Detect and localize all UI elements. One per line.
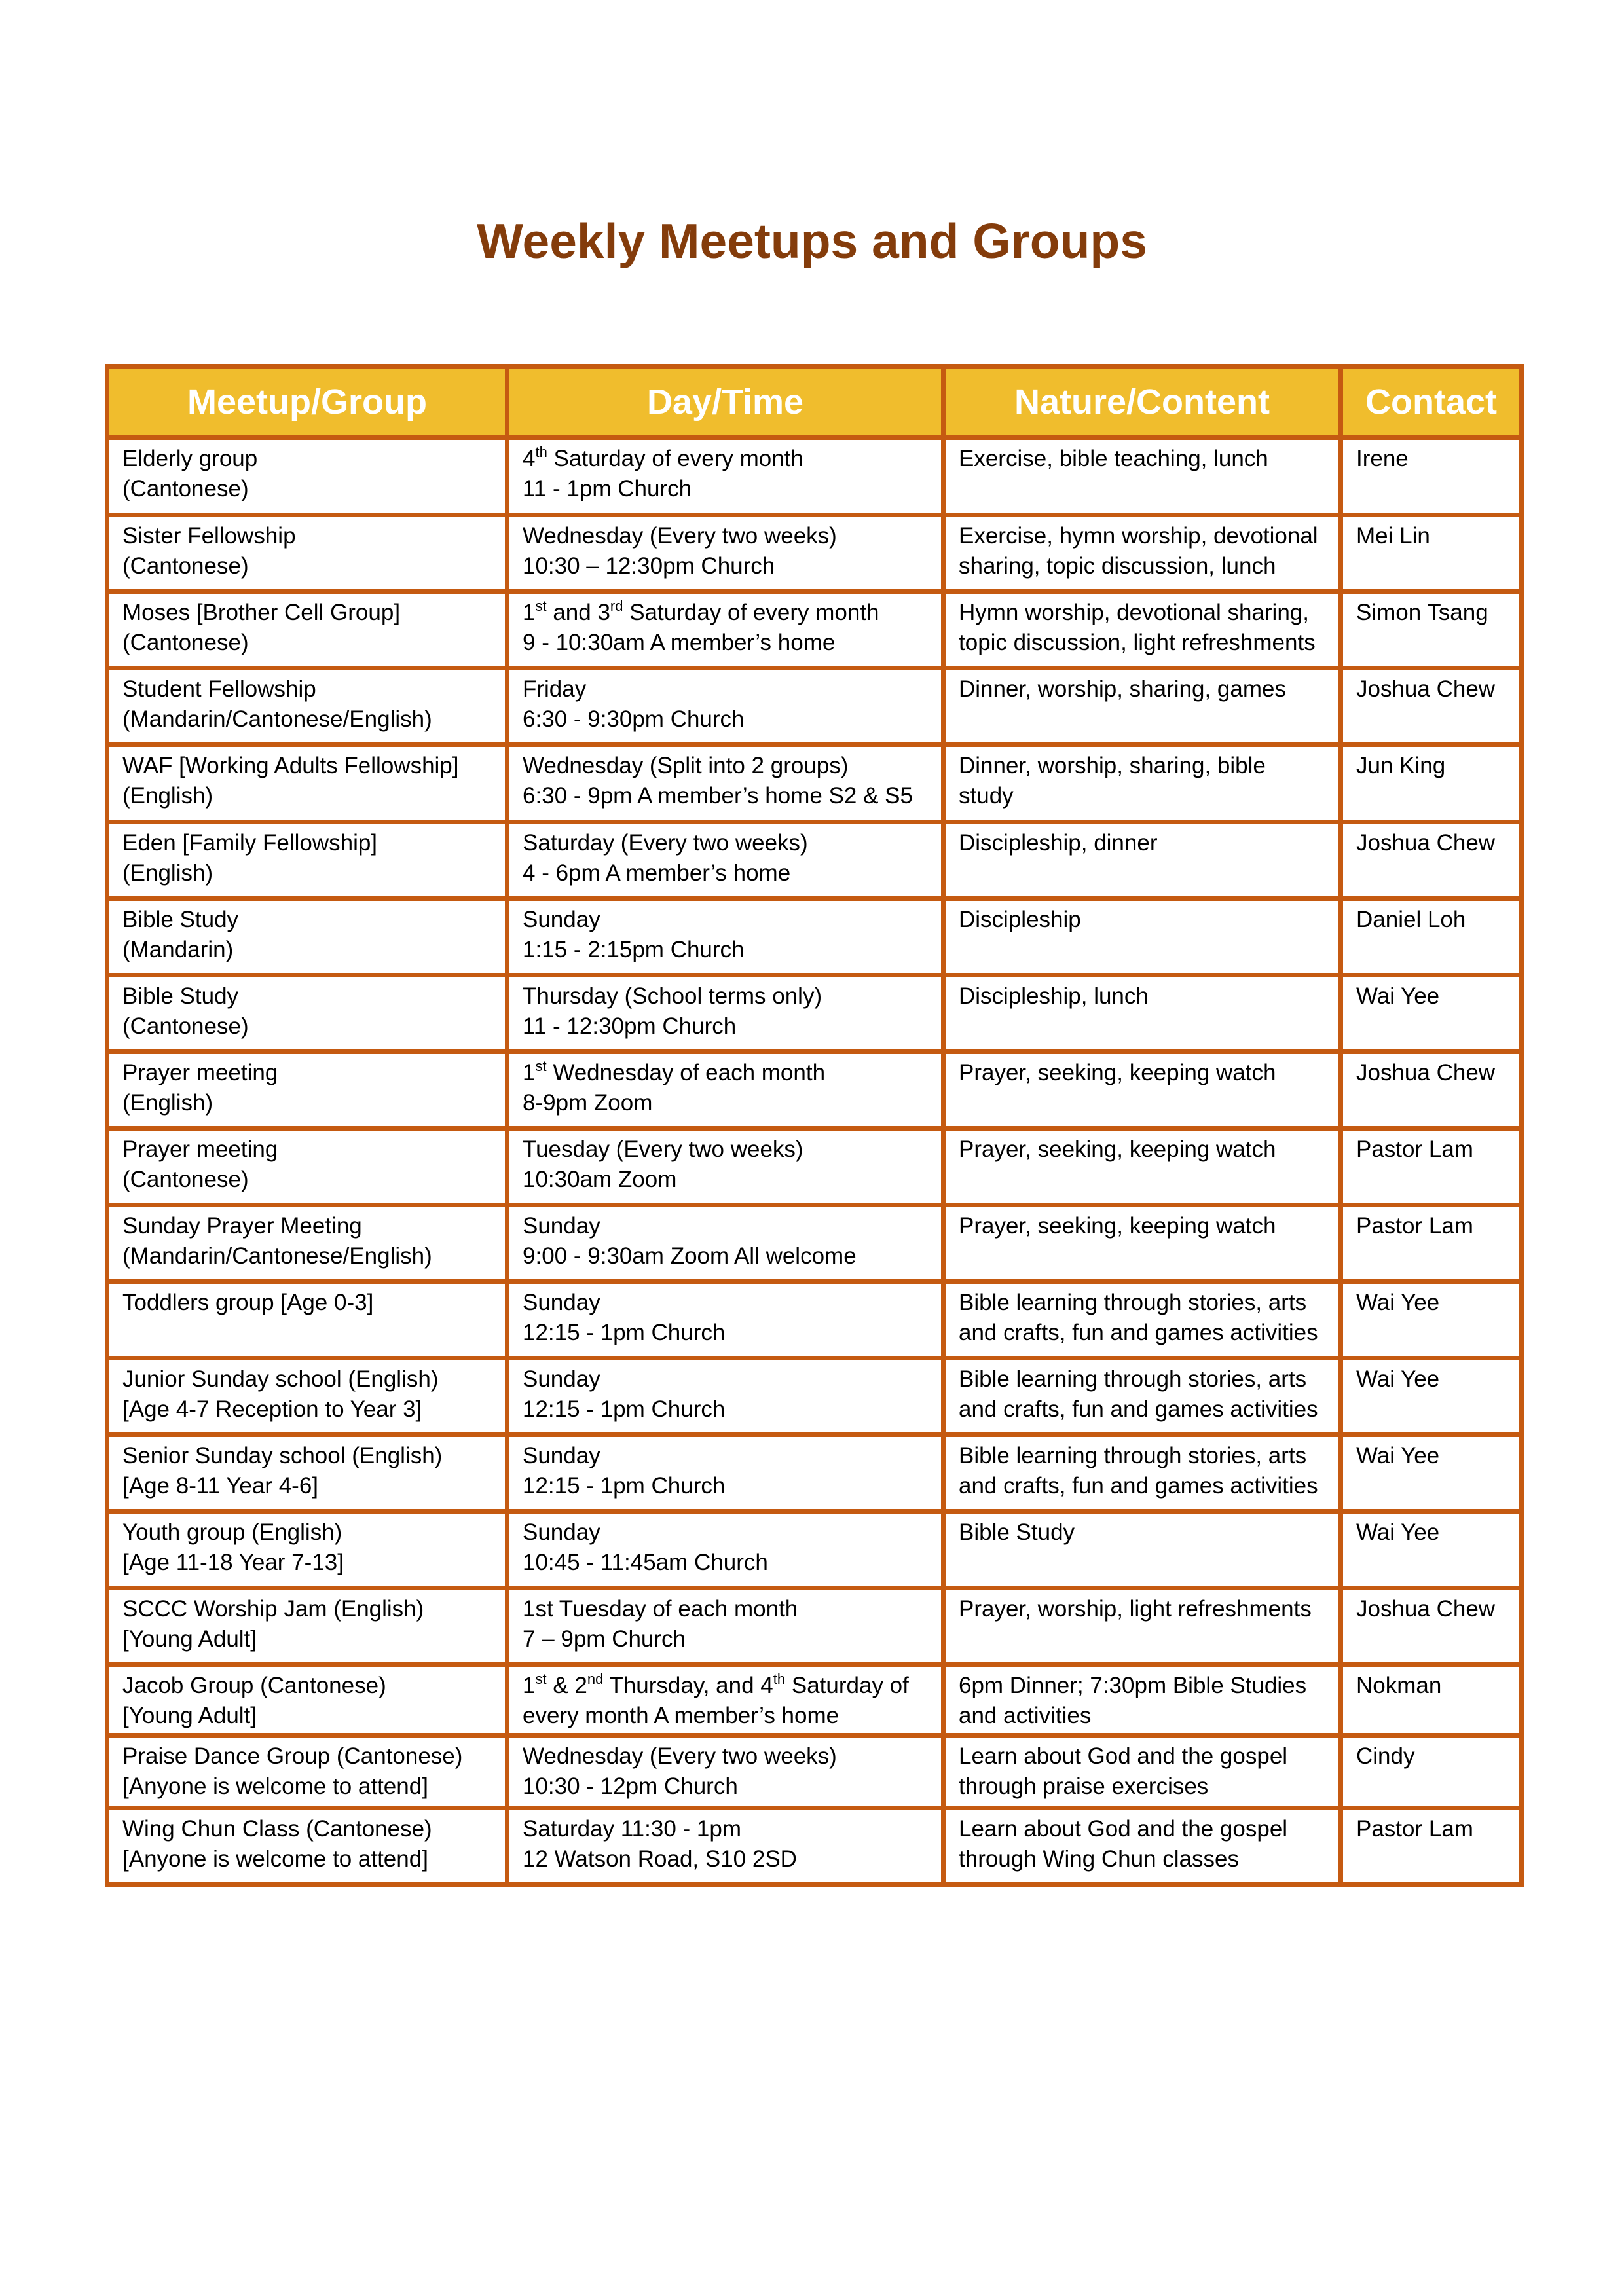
- time-line: [523, 981, 928, 1011]
- time-line: [523, 1548, 928, 1578]
- cell-contact: [1341, 1588, 1522, 1665]
- time-line: [523, 1318, 928, 1348]
- time-text: 12 Watson Road, S10 2SD: [523, 1846, 797, 1872]
- group-line: [Young Adult]: [122, 1703, 257, 1728]
- time-line: [523, 444, 928, 474]
- time-text: Friday: [523, 676, 587, 702]
- schedule-table: [105, 364, 1524, 1887]
- time-text: 10:30am Zoom: [523, 1167, 677, 1192]
- ordinal-suffix: st: [535, 1058, 547, 1074]
- time-line: [523, 521, 928, 551]
- time-text: 9 - 10:30am A member’s home: [523, 630, 836, 655]
- contact-name: Jun King: [1356, 753, 1446, 778]
- cell-contact: [1341, 822, 1522, 899]
- time-line: [523, 598, 928, 628]
- time-line: [523, 704, 928, 735]
- table-row: [107, 1588, 1522, 1665]
- time-text: Sunday: [523, 1213, 600, 1239]
- contact-name: Mei Lin: [1356, 523, 1430, 549]
- cell-contact: [1341, 1435, 1522, 1512]
- nature-line: Discipleship, lunch: [959, 983, 1149, 1009]
- time-line: [523, 628, 928, 658]
- time-line: [523, 1088, 928, 1118]
- cell-contact: [1341, 668, 1522, 745]
- cell-meetup-group: [107, 1808, 507, 1885]
- group-line: [Anyone is welcome to attend]: [122, 1846, 428, 1872]
- cell-contact: [1341, 1736, 1522, 1808]
- ordinal-suffix: th: [535, 444, 547, 460]
- time-line: [523, 1241, 928, 1271]
- group-line: Eden [Family Fellowship]: [122, 830, 378, 856]
- group-line: Youth group (English): [122, 1520, 342, 1545]
- nature-line: Dinner, worship, sharing, games: [959, 676, 1286, 702]
- cell-day-time: [507, 1736, 944, 1808]
- cell-nature-content: [944, 1358, 1341, 1435]
- cell-contact: [1341, 1808, 1522, 1885]
- group-line: (Mandarin/Cantonese/English): [122, 1243, 432, 1269]
- group-line: Toddlers group [Age 0-3]: [122, 1290, 374, 1315]
- time-text: 1: [523, 600, 536, 625]
- time-text: Thursday, and 4: [603, 1673, 773, 1698]
- cell-day-time: [507, 1665, 944, 1736]
- group-line: [Age 11-18 Year 7-13]: [122, 1550, 344, 1575]
- cell-meetup-group: [107, 975, 507, 1052]
- ordinal-suffix: nd: [587, 1671, 604, 1687]
- time-text: Sunday: [523, 1520, 600, 1545]
- table-row: [107, 1129, 1522, 1205]
- cell-day-time: [507, 899, 944, 975]
- nature-line: Prayer, worship, light refreshments: [959, 1596, 1312, 1622]
- cell-contact: [1341, 1512, 1522, 1588]
- time-text: 10:30 – 12:30pm Church: [523, 553, 775, 579]
- time-text: 12:15 - 1pm Church: [523, 1473, 726, 1499]
- contact-name: Wai Yee: [1356, 1366, 1440, 1392]
- time-text: Thursday (School terms only): [523, 983, 822, 1009]
- cell-day-time: [507, 1435, 944, 1512]
- time-line: [523, 551, 928, 581]
- contact-name: Joshua Chew: [1356, 830, 1496, 856]
- cell-day-time: [507, 745, 944, 822]
- cell-nature-content: [944, 899, 1341, 975]
- group-line: (English): [122, 860, 213, 886]
- nature-line: Bible learning through stories, arts: [959, 1366, 1307, 1392]
- time-text: 8-9pm Zoom: [523, 1090, 653, 1116]
- cell-meetup-group: [107, 1588, 507, 1665]
- group-line: [Anyone is welcome to attend]: [122, 1774, 428, 1799]
- time-text: and 3: [546, 600, 610, 625]
- table-row: [107, 1736, 1522, 1808]
- cell-day-time: [507, 515, 944, 592]
- ordinal-suffix: th: [773, 1671, 786, 1687]
- time-text: Sunday: [523, 907, 600, 932]
- cell-day-time: [507, 822, 944, 899]
- nature-line: Exercise, hymn worship, devotional: [959, 523, 1318, 549]
- cell-contact: [1341, 1282, 1522, 1358]
- time-line: [523, 781, 928, 811]
- group-line: Moses [Brother Cell Group]: [122, 600, 401, 625]
- nature-line: Bible learning through stories, arts: [959, 1290, 1307, 1315]
- time-line: [523, 1772, 928, 1802]
- table-row: [107, 899, 1522, 975]
- cell-contact: [1341, 1129, 1522, 1205]
- group-line: Sister Fellowship: [122, 523, 296, 549]
- cell-contact: [1341, 1665, 1522, 1736]
- cell-nature-content: [944, 592, 1341, 668]
- table-row: [107, 1512, 1522, 1588]
- cell-meetup-group: [107, 1665, 507, 1736]
- cell-nature-content: [944, 1435, 1341, 1512]
- header-nature-content: Nature/Content: [944, 367, 1341, 438]
- table-row: [107, 1435, 1522, 1512]
- time-line: [523, 1058, 928, 1088]
- time-text: Saturday of: [785, 1673, 909, 1698]
- cell-nature-content: [944, 1512, 1341, 1588]
- time-line: [523, 1814, 928, 1844]
- time-text: Sunday: [523, 1443, 600, 1468]
- cell-meetup-group: [107, 1282, 507, 1358]
- table-row: [107, 1205, 1522, 1282]
- cell-nature-content: [944, 515, 1341, 592]
- nature-line: Exercise, bible teaching, lunch: [959, 446, 1268, 471]
- time-text: 1: [523, 1673, 536, 1698]
- cell-meetup-group: [107, 899, 507, 975]
- group-line: (Cantonese): [122, 1167, 249, 1192]
- group-line: (Cantonese): [122, 630, 249, 655]
- group-line: Wing Chun Class (Cantonese): [122, 1816, 432, 1842]
- group-line: Student Fellowship: [122, 676, 316, 702]
- cell-day-time: [507, 975, 944, 1052]
- cell-contact: [1341, 1205, 1522, 1282]
- time-text: 10:30 - 12pm Church: [523, 1774, 738, 1799]
- cell-day-time: [507, 668, 944, 745]
- time-line: [523, 1741, 928, 1772]
- time-line: [523, 1288, 928, 1318]
- nature-line: 6pm Dinner; 7:30pm Bible Studies: [959, 1673, 1307, 1698]
- table-row: [107, 1358, 1522, 1435]
- time-text: 6:30 - 9:30pm Church: [523, 706, 745, 732]
- header-contact: Contact: [1341, 367, 1522, 438]
- time-text: 1:15 - 2:15pm Church: [523, 937, 745, 962]
- cell-contact: [1341, 515, 1522, 592]
- table-row: [107, 1808, 1522, 1885]
- time-text: 7 – 9pm Church: [523, 1626, 686, 1652]
- cell-day-time: [507, 1512, 944, 1588]
- time-line: [523, 1624, 928, 1654]
- cell-meetup-group: [107, 822, 507, 899]
- time-line: [523, 1165, 928, 1195]
- time-line: [523, 1671, 928, 1701]
- cell-day-time: [507, 1052, 944, 1129]
- ordinal-suffix: st: [535, 598, 547, 614]
- header-meetup-group: Meetup/Group: [107, 367, 507, 438]
- cell-nature-content: [944, 1205, 1341, 1282]
- table-row: [107, 1282, 1522, 1358]
- time-line: [523, 1701, 928, 1731]
- nature-line: Prayer, seeking, keeping watch: [959, 1137, 1276, 1162]
- time-line: [523, 935, 928, 965]
- contact-name: Pastor Lam: [1356, 1137, 1473, 1162]
- nature-line: and crafts, fun and games activities: [959, 1396, 1318, 1422]
- cell-nature-content: [944, 668, 1341, 745]
- group-line: (Cantonese): [122, 1013, 249, 1039]
- time-line: [523, 474, 928, 504]
- ordinal-suffix: rd: [610, 598, 623, 614]
- header-row: [107, 367, 1522, 438]
- header-day-time: Day/Time: [507, 367, 944, 438]
- nature-line: and crafts, fun and games activities: [959, 1320, 1318, 1345]
- contact-name: Simon Tsang: [1356, 600, 1488, 625]
- time-text: Saturday of every month: [623, 600, 879, 625]
- cell-meetup-group: [107, 1129, 507, 1205]
- time-text: Saturday of every month: [547, 446, 803, 471]
- cell-meetup-group: [107, 1736, 507, 1808]
- group-line: Elderly group: [122, 446, 258, 471]
- time-text: Tuesday (Every two weeks): [523, 1137, 803, 1162]
- contact-name: Cindy: [1356, 1743, 1415, 1769]
- nature-line: Learn about God and the gospel: [959, 1816, 1288, 1842]
- group-line: (English): [122, 1090, 213, 1116]
- group-line: Jacob Group (Cantonese): [122, 1673, 386, 1698]
- cell-meetup-group: [107, 745, 507, 822]
- group-line: Junior Sunday school (English): [122, 1366, 439, 1392]
- time-text: 9:00 - 9:30am Zoom All welcome: [523, 1243, 857, 1269]
- nature-line: through Wing Chun classes: [959, 1846, 1239, 1872]
- time-line: [523, 1594, 928, 1624]
- table-row: [107, 975, 1522, 1052]
- cell-day-time: [507, 1358, 944, 1435]
- table-row: [107, 1052, 1522, 1129]
- time-text: Sunday: [523, 1290, 600, 1315]
- contact-name: Irene: [1356, 446, 1409, 471]
- nature-line: Discipleship, dinner: [959, 830, 1158, 856]
- contact-name: Wai Yee: [1356, 1443, 1440, 1468]
- cell-contact: [1341, 1052, 1522, 1129]
- contact-name: Wai Yee: [1356, 1520, 1440, 1545]
- cell-nature-content: [944, 1588, 1341, 1665]
- group-line: Prayer meeting: [122, 1137, 278, 1162]
- cell-contact: [1341, 975, 1522, 1052]
- cell-day-time: [507, 1808, 944, 1885]
- contact-name: Pastor Lam: [1356, 1816, 1473, 1842]
- nature-line: study: [959, 783, 1014, 809]
- contact-name: Joshua Chew: [1356, 1060, 1496, 1085]
- cell-contact: [1341, 438, 1522, 515]
- cell-nature-content: [944, 822, 1341, 899]
- cell-day-time: [507, 1129, 944, 1205]
- time-line: [523, 1364, 928, 1394]
- nature-line: Dinner, worship, sharing, bible: [959, 753, 1266, 778]
- nature-line: sharing, topic discussion, lunch: [959, 553, 1276, 579]
- time-line: [523, 674, 928, 704]
- cell-meetup-group: [107, 515, 507, 592]
- ordinal-suffix: st: [535, 1671, 547, 1687]
- time-text: Wednesday (Every two weeks): [523, 523, 837, 549]
- time-text: & 2: [546, 1673, 587, 1698]
- group-line: Bible Study: [122, 907, 239, 932]
- time-line: [523, 828, 928, 858]
- cell-contact: [1341, 1358, 1522, 1435]
- group-line: (Mandarin): [122, 937, 234, 962]
- cell-day-time: [507, 1588, 944, 1665]
- time-text: 1: [523, 1060, 536, 1085]
- cell-nature-content: [944, 438, 1341, 515]
- nature-line: Hymn worship, devotional sharing,: [959, 600, 1309, 625]
- group-line: Bible Study: [122, 983, 239, 1009]
- nature-line: and activities: [959, 1703, 1092, 1728]
- page-title: Weekly Meetups and Groups: [477, 213, 1147, 268]
- table-row: [107, 515, 1522, 592]
- nature-line: Discipleship: [959, 907, 1081, 932]
- table-row: [107, 1665, 1522, 1736]
- contact-name: Pastor Lam: [1356, 1213, 1473, 1239]
- group-line: Sunday Prayer Meeting: [122, 1213, 362, 1239]
- time-text: 1st Tuesday of each month: [523, 1596, 798, 1622]
- contact-name: Wai Yee: [1356, 983, 1440, 1009]
- time-line: [523, 1844, 928, 1874]
- group-line: SCCC Worship Jam (English): [122, 1596, 424, 1622]
- table-row: [107, 438, 1522, 515]
- group-line: Prayer meeting: [122, 1060, 278, 1085]
- contact-name: Joshua Chew: [1356, 676, 1496, 702]
- cell-nature-content: [944, 1052, 1341, 1129]
- cell-nature-content: [944, 1665, 1341, 1736]
- group-line: Praise Dance Group (Cantonese): [122, 1743, 463, 1769]
- time-line: [523, 1394, 928, 1425]
- time-line: [523, 1135, 928, 1165]
- time-text: Sunday: [523, 1366, 600, 1392]
- group-line: (Cantonese): [122, 476, 249, 501]
- cell-meetup-group: [107, 1052, 507, 1129]
- time-line: [523, 1441, 928, 1471]
- group-line: [Age 4-7 Reception to Year 3]: [122, 1396, 422, 1422]
- nature-line: Prayer, seeking, keeping watch: [959, 1060, 1276, 1085]
- cell-nature-content: [944, 1808, 1341, 1885]
- contact-name: Joshua Chew: [1356, 1596, 1496, 1622]
- nature-line: Prayer, seeking, keeping watch: [959, 1213, 1276, 1239]
- time-text: 12:15 - 1pm Church: [523, 1320, 726, 1345]
- cell-nature-content: [944, 1129, 1341, 1205]
- time-text: 6:30 - 9pm A member’s home S2 & S5: [523, 783, 913, 809]
- time-text: Wednesday (Every two weeks): [523, 1743, 837, 1769]
- table-row: [107, 822, 1522, 899]
- group-line: (Cantonese): [122, 553, 249, 579]
- time-line: [523, 858, 928, 888]
- group-line: WAF [Working Adults Fellowship]: [122, 753, 459, 778]
- group-line: [Age 8-11 Year 4-6]: [122, 1473, 319, 1499]
- table-row: [107, 745, 1522, 822]
- time-text: 12:15 - 1pm Church: [523, 1396, 726, 1422]
- time-text: 11 - 1pm Church: [523, 476, 692, 501]
- nature-line: Learn about God and the gospel: [959, 1743, 1288, 1769]
- cell-day-time: [507, 1205, 944, 1282]
- cell-day-time: [507, 438, 944, 515]
- cell-meetup-group: [107, 1435, 507, 1512]
- nature-line: topic discussion, light refreshments: [959, 630, 1316, 655]
- time-line: [523, 1011, 928, 1042]
- group-line: (English): [122, 783, 213, 809]
- time-text: Saturday 11:30 - 1pm: [523, 1816, 741, 1842]
- time-line: [523, 1471, 928, 1501]
- cell-nature-content: [944, 745, 1341, 822]
- cell-day-time: [507, 592, 944, 668]
- contact-name: Wai Yee: [1356, 1290, 1440, 1315]
- cell-nature-content: [944, 1736, 1341, 1808]
- table-row: [107, 592, 1522, 668]
- group-line: (Mandarin/Cantonese/English): [122, 706, 432, 732]
- table-row: [107, 668, 1522, 745]
- cell-day-time: [507, 1282, 944, 1358]
- cell-nature-content: [944, 975, 1341, 1052]
- nature-line: Bible Study: [959, 1520, 1075, 1545]
- time-text: Wednesday (Split into 2 groups): [523, 753, 849, 778]
- contact-name: Daniel Loh: [1356, 907, 1466, 932]
- time-text: Saturday (Every two weeks): [523, 830, 808, 856]
- nature-line: through praise exercises: [959, 1774, 1209, 1799]
- group-line: Senior Sunday school (English): [122, 1443, 443, 1468]
- time-text: every month A member’s home: [523, 1703, 840, 1728]
- nature-line: and crafts, fun and games activities: [959, 1473, 1318, 1499]
- time-line: [523, 1518, 928, 1548]
- time-text: 4: [523, 446, 536, 471]
- cell-contact: [1341, 592, 1522, 668]
- group-line: [Young Adult]: [122, 1626, 257, 1652]
- time-line: [523, 751, 928, 781]
- time-line: [523, 905, 928, 935]
- nature-line: Bible learning through stories, arts: [959, 1443, 1307, 1468]
- time-text: Wednesday of each month: [546, 1060, 826, 1085]
- cell-contact: [1341, 745, 1522, 822]
- time-line: [523, 1211, 928, 1241]
- contact-name: Nokman: [1356, 1673, 1442, 1698]
- cell-meetup-group: [107, 592, 507, 668]
- cell-contact: [1341, 899, 1522, 975]
- time-text: 10:45 - 11:45am Church: [523, 1550, 768, 1575]
- time-text: 11 - 12:30pm Church: [523, 1013, 737, 1039]
- cell-meetup-group: [107, 668, 507, 745]
- cell-meetup-group: [107, 1358, 507, 1435]
- time-text: 4 - 6pm A member’s home: [523, 860, 791, 886]
- cell-meetup-group: [107, 1205, 507, 1282]
- cell-nature-content: [944, 1282, 1341, 1358]
- cell-meetup-group: [107, 438, 507, 515]
- cell-meetup-group: [107, 1512, 507, 1588]
